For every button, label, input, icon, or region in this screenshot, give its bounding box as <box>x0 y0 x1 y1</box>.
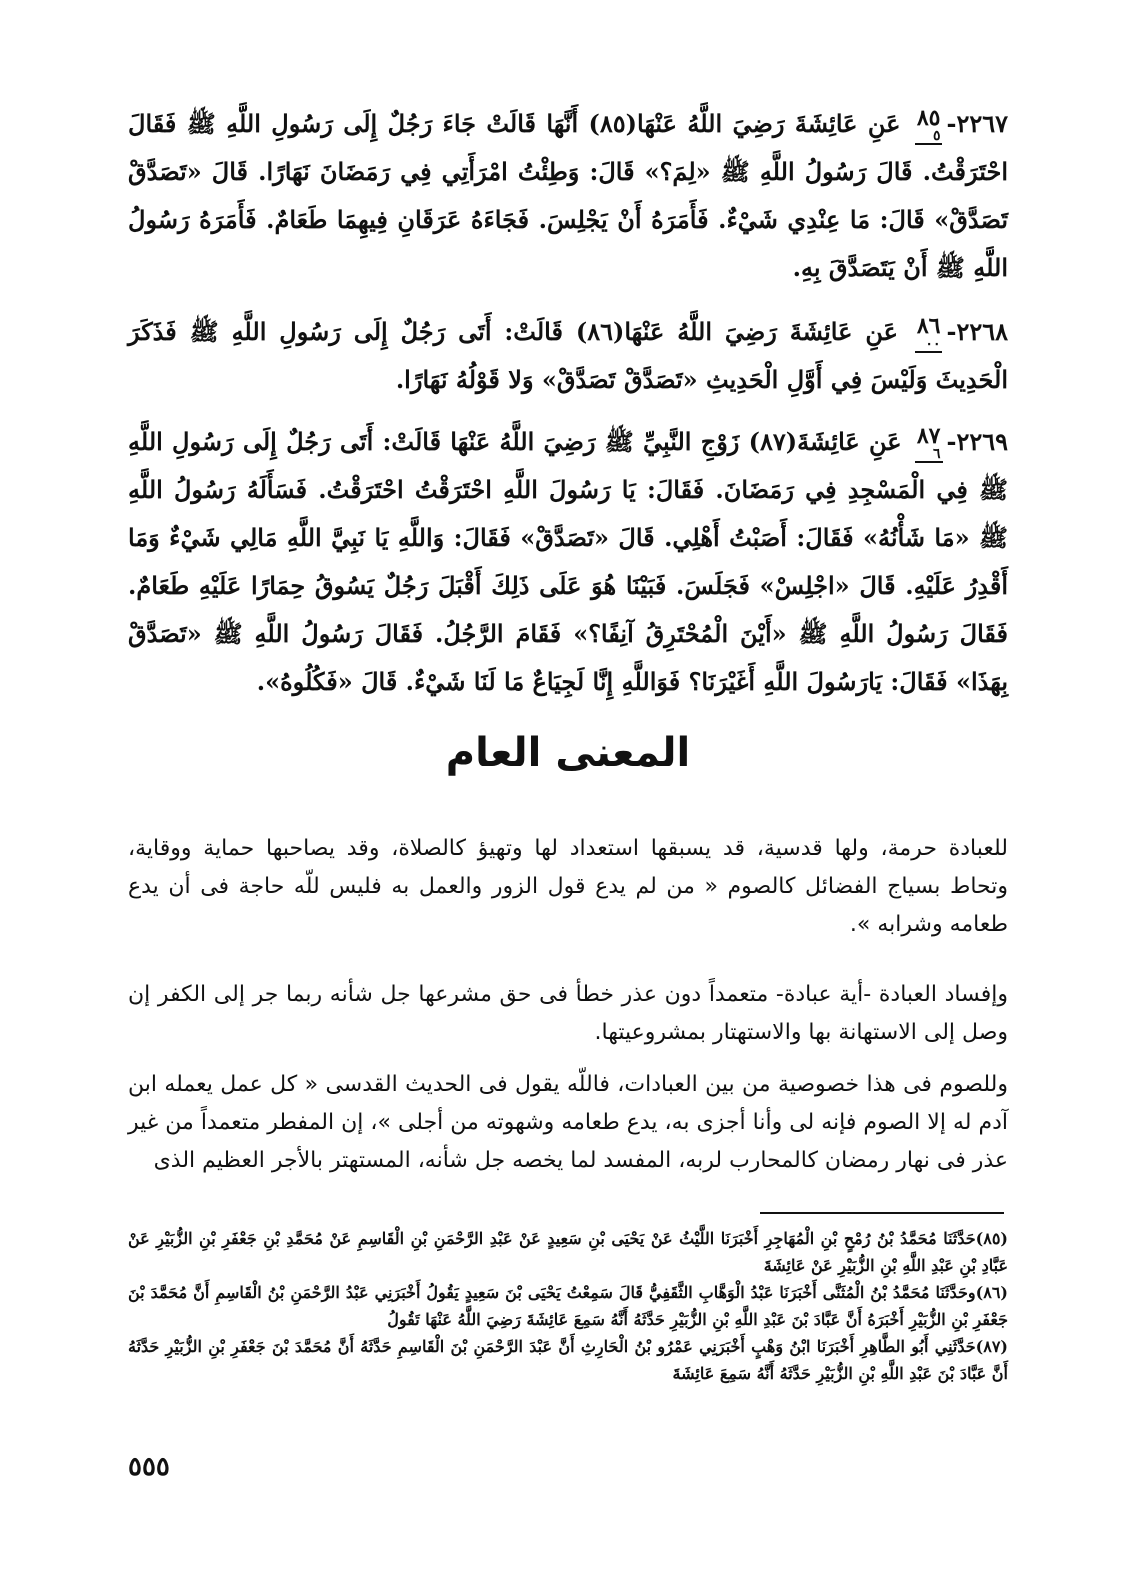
sub-number-bottom: ٦ <box>932 445 941 462</box>
sub-number-bottom: ٠٠ <box>925 335 941 352</box>
hadith-2267-text <box>128 100 1008 292</box>
hadith-sub-number <box>915 104 943 145</box>
sub-number-top: ٨٧ <box>916 422 941 449</box>
commentary-paragraph-3 <box>128 1066 1008 1180</box>
hadith-2268-text <box>128 308 1008 404</box>
commentary-paragraph-2 <box>128 976 1008 1052</box>
hadith-2269-text <box>128 418 1008 706</box>
commentary-paragraph-1 <box>128 830 1008 944</box>
hadith-body: عَنِ عَائِشَةَ(٨٧) زَوْجِ النَّبِيِّ ﷺ رَضِيَ اللَّهُ عَنْهَا قَالَتْ: أَتَى رَجُلٌ إِلَى رَسُولِ اللَّهِ ﷺ فِي الْمَسْجِدِ فِي رَمَضَانَ. فَقَالَ: يَا رَسُولَ اللَّهِ احْتَرَقْتُ احْتَرَقْتُ. فَسَأَلَهُ رَسُولُ اللَّهِ ﷺ «مَا شَأْنُهُ» فَقَالَ: أَصَبْتُ أَهْلِي. قَالَ «تَصَدَّقْ» فَقَالَ: وَاللَّهِ يَا نَبِيَّ اللَّهِ مَالِي شَيْءٌ وَمَا أَقْدِرُ عَلَيْهِ. قَالَ «اجْلِسْ» فَجَلَسَ. فَبَيْنَا هُوَ عَلَى ذَلِكَ أَقْبَلَ رَجُلٌ يَسُوقُ حِمَارًا عَلَيْهِ طَعَامٌ. فَقَالَ رَسُولُ اللَّهِ ﷺ «أَيْنَ الْمُحْتَرِقُ آنِفًا؟» فَقَامَ الرَّجُلُ. فَقَالَ رَسُولُ اللَّهِ ﷺ «تَصَدَّقْ بِهَذَا» فَقَالَ: يَارَسُولَ اللَّهِ أَغَيْرَنَا؟ فَوَاللَّهِ إِنَّا لَجِيَاعٌ مَا لَنَا شَيْءٌ. قَالَ «فَكُلُوهُ». <box>128 427 1008 696</box>
hadith-number: ٢٢٦٧- <box>946 109 1008 138</box>
hadith-number: ٢٢٦٨- <box>946 317 1008 346</box>
paragraph-text: للعبادة حرمة، ولها قدسية، قد يسبقها استعداد لها وتهيؤ كالصلاة، وقد يصاحبها حماية ووقاية، وتحاط بسياج الفضائل كالصوم « من لم يدع قول الزور والعمل به فليس للّه حاجة فى أن يدع طعامه وشرابه ». <box>128 836 1008 937</box>
sub-number-top: ٨٥ <box>916 104 941 131</box>
footnotes <box>128 1225 1008 1387</box>
hadith-2268 <box>128 308 1008 404</box>
hadith-sub-number <box>915 312 943 353</box>
paragraph-text: وإفساد العبادة -أية عبادة- متعمداً دون عذر خطأ فى حق مشرعها جل شأنه ربما جر إلى الكفر إن وصل إلى الاستهانة بها والاستهتار بمشروعيتها. <box>128 982 1008 1045</box>
sub-number-bottom: ٥ <box>932 127 941 144</box>
sub-number-top: ٨٦ <box>916 312 941 339</box>
hadith-number: ٢٢٦٩- <box>946 427 1009 456</box>
hadith-2269 <box>128 418 1008 706</box>
hadith-sub-number <box>915 422 943 463</box>
footnote-86: (٨٦)وحَدَّثَنَا مُحَمَّدُ بْنُ الْمُثَنَّى أَخْبَرَنَا عَبْدُ الْوَهَّابِ الثَّقَفِيُّ قَالَ سَمِعْتُ يَحْيَى بْنَ سَعِيدٍ يَقُولُ أَخْبَرَنِي عَبْدُ الرَّحْمَنِ بْنُ الْقَاسِمِ أَنَّ مُحَمَّدَ بْنَ جَعْفَرِ بْنِ الزُّبَيْرِ أَخْبَرَهُ أَنَّ عَبَّادَ بْنَ عَبْدِ اللَّهِ بْنِ الزُّبَيْرِ حَدَّثَهُ أَنَّهُ سَمِعَ عَائِشَةَ رَضِيَ اللَّهُ عَنْهَا تَقُولُ <box>128 1283 1008 1329</box>
hadith-body: عَنِ عَائِشَةَ رَضِيَ اللَّهُ عَنْهَا(٨٦) قَالَتْ: أَتَى رَجُلٌ إِلَى رَسُولِ اللَّهِ ﷺ فَذَكَرَ الْحَدِيثَ وَلَيْسَ فِي أَوَّلِ الْحَدِيثِ «تَصَدَّقْ تَصَدَّقْ» وَلا قَوْلُهُ نَهَارًا. <box>128 317 1008 394</box>
paragraph-text: وللصوم فى هذا خصوصية من بين العبادات، فاللّه يقول فى الحديث القدسى « كل عمل يعمله ابن آدم له إلا الصوم فإنه لى وأنا أجزى به، يدع طعامه وشهوته من أجلى »، إن المفطر متعمداً من غير عذر فى نهار رمضان كالمحارب لربه، المفسد لما يخصه جل شأنه، المستهتر بالأجر العظيم الذى <box>128 1072 1008 1173</box>
hadith-2267 <box>128 100 1008 292</box>
section-title: المعنى العام <box>445 730 691 776</box>
footnote-87: (٨٧)حَدَّثَنِي أَبُو الطَّاهِرِ أَخْبَرَنَا ابْنُ وَهْبٍ أَخْبَرَنِي عَمْرُو بْنُ الْحَارِثِ أَنَّ عَبْدَ الرَّحْمَنِ بْنَ الْقَاسِمِ حَدَّثَهُ أَنَّ مُحَمَّدَ بْنَ جَعْفَرِ بْنِ الزُّبَيْرِ حَدَّثَهُ أَنَّ عَبَّادَ بْنَ عَبْدِ اللَّهِ بْنِ الزُّبَيْرِ حَدَّثَهُ أَنَّهُ سَمِعَ عَائِشَةَ <box>128 1337 1008 1383</box>
footnote-85: (٨٥)حَدَّثَنَا مُحَمَّدُ بْنُ رُمْحٍ بْنِ الْمُهَاجِرِ أَخْبَرَنَا اللَّيْثُ عَنْ يَحْيَى بْنِ سَعِيدٍ عَنْ عَبْدِ الرَّحْمَنِ بْنِ الْقَاسِمِ عَنْ مُحَمَّدِ بْنِ جَعْفَرِ بْنِ الزُّبَيْرِ عَنْ عَبَّادِ بْنِ عَبْدِ اللَّهِ بْنِ الزُّبَيْرِ عَنْ عَائِشَةَ <box>128 1229 1008 1275</box>
footnote-divider <box>760 1212 1004 1214</box>
page-number: ٥٥٥ <box>128 1452 170 1482</box>
hadith-body: عَنِ عَائِشَةَ رَضِيَ اللَّهُ عَنْهَا(٨٥) أَنَّهَا قَالَتْ جَاءَ رَجُلٌ إِلَى رَسُولِ اللَّهِ ﷺ فَقَالَ احْتَرَقْتُ. قَالَ رَسُولُ اللَّهِ ﷺ «لِمَ؟» قَالَ: وَطِئْتُ امْرَأَتِي فِي رَمَضَانَ نَهَارًا. قَالَ «تَصَدَّقْ تَصَدَّقْ» قَالَ: مَا عِنْدِي شَيْءٌ. فَأَمَرَهُ أَنْ يَجْلِسَ. فَجَاءَهُ عَرَقَانِ فِيهِمَا طَعَامٌ. فَأَمَرَهُ رَسُولُ اللَّهِ ﷺ أَنْ يَتَصَدَّقَ بِهِ. <box>128 109 1008 282</box>
